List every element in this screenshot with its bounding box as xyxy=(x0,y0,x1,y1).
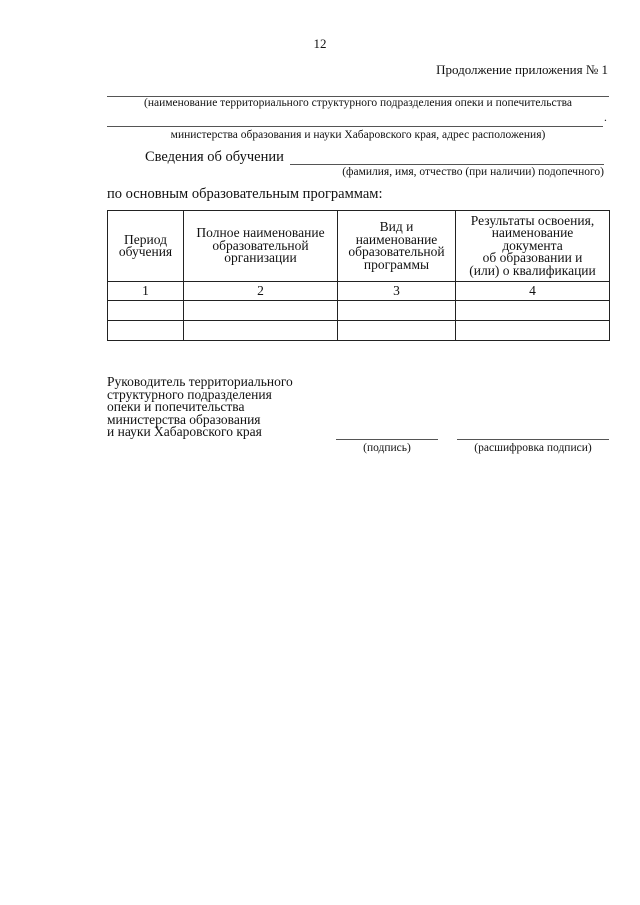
signature-decoding-caption: (расшифровка подписи) xyxy=(474,442,592,454)
col-header-organization: Полное наименование образовательной организации xyxy=(184,211,338,282)
signatory-position: Руководитель территориального структурного подразделения опеки и попечительства министерства образования и науки Хабаровского края xyxy=(107,374,293,439)
org-address-caption: министерства образования и науки Хабаровского края, адрес расположения) xyxy=(170,129,546,141)
col-header-program: Вид и наименование образовательной программы xyxy=(338,211,456,282)
table-cell[interactable] xyxy=(338,321,456,341)
table-cell[interactable] xyxy=(184,301,338,321)
table-cell[interactable] xyxy=(184,321,338,341)
appendix-note: Продолжение приложения № 1 xyxy=(436,62,608,77)
signature-decoding-line[interactable] xyxy=(457,439,609,440)
table-number-row xyxy=(108,282,610,301)
col-number: 4 xyxy=(456,282,610,301)
org-address-line xyxy=(107,126,603,127)
signature-line[interactable] xyxy=(336,439,438,440)
trailing-dot: . xyxy=(604,112,607,124)
col-number: 3 xyxy=(338,282,456,301)
ward-name-caption: (фамилия, имя, отчество (при наличии) подопечного) xyxy=(342,166,604,178)
col-number: 1 xyxy=(108,282,184,301)
table-cell[interactable] xyxy=(456,301,610,321)
page-number: 12 xyxy=(313,36,327,51)
col-header-period: Период обучения xyxy=(108,211,184,282)
col-header-results: Результаты освоения, наименование документа об образовании и (или) о квалификации xyxy=(456,211,610,282)
org-name-caption: (наименование территориального структурного подразделения опеки и попечительства xyxy=(143,97,573,109)
ward-name-line xyxy=(290,164,604,165)
table-cell[interactable] xyxy=(108,321,184,341)
programs-continuation: по основным образовательным программам: xyxy=(107,186,383,202)
table-cell[interactable] xyxy=(108,301,184,321)
col-number: 2 xyxy=(184,282,338,301)
table-cell[interactable] xyxy=(456,321,610,341)
signature-caption: (подпись) xyxy=(363,442,411,454)
table-cell[interactable] xyxy=(338,301,456,321)
table-header-row xyxy=(108,211,610,282)
education-table xyxy=(107,210,610,341)
table-row xyxy=(108,321,610,341)
table-row xyxy=(108,301,610,321)
education-info-label: Сведения об обучении xyxy=(145,149,284,165)
